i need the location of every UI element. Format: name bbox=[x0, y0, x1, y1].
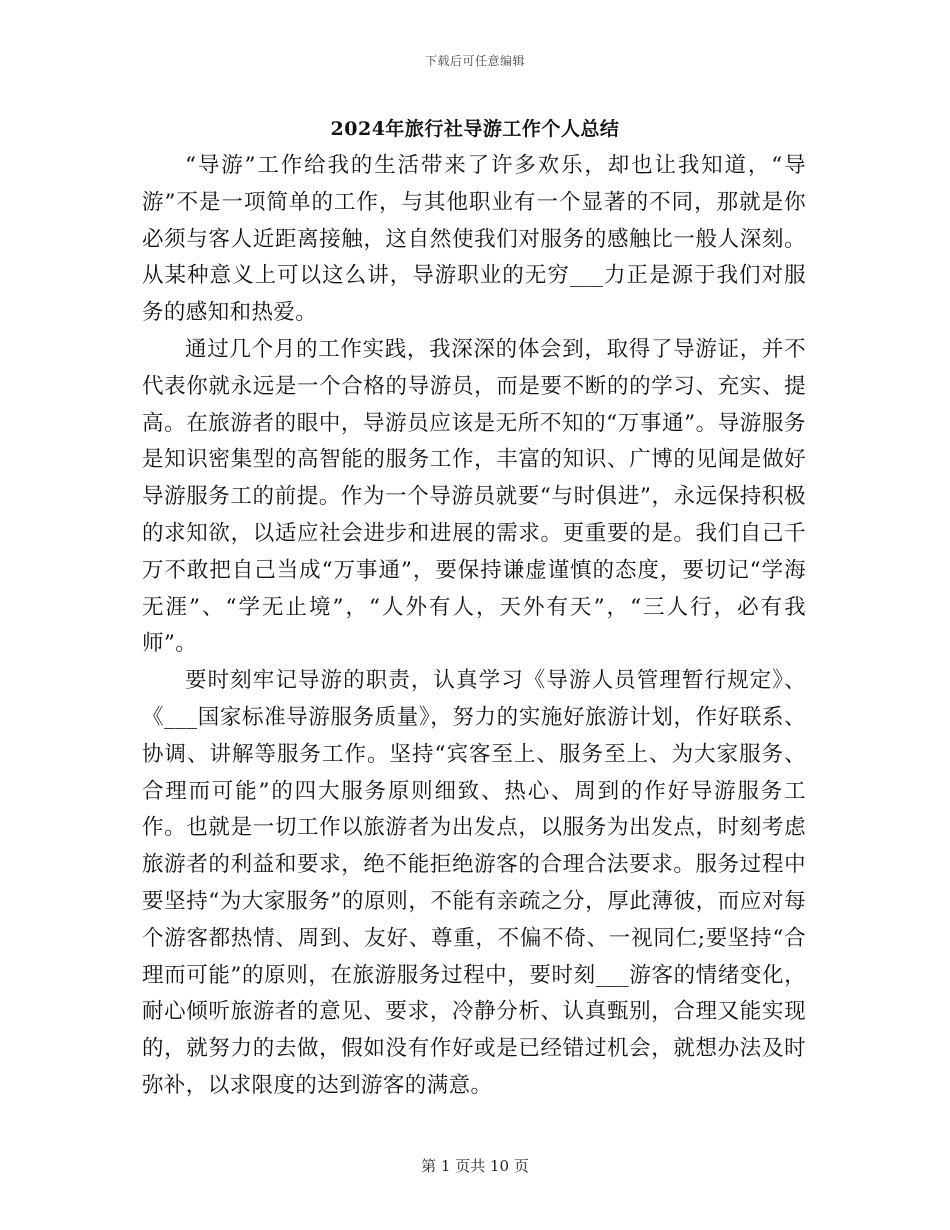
page-number: 第 1 页共 10 页 bbox=[421, 1157, 529, 1175]
header-note: 下载后可任意编辑 bbox=[424, 54, 525, 68]
paragraph-3: 要时刻牢记导游的职责，认真学习《导游人员管理暂行规定》、《___国家标准导游服务质量》，努力的实施好旅游计划，作好联系、协调、讲解等服务工作。坚持“宾客至上、服务至上、为大家服务、合理而可能”的四大服务原则细致、热心、周到的作好导游服务工作。也就是一切工作以旅游者为出发点，以服务为出发点，时刻考虑旅游者的利益和要求，绝不能拒绝游客的合理合法要求。服务过程中要坚持“为大家服务”的原则，不能有亲疏之分，厚此薄彼，而应对每个游客都热情、周到、友好、尊重，不偏不倚、一视同仁;要坚持“合理而可能”的原则，在旅游服务过程中，要时刻___游客的情绪变化，耐心倾听旅游者的意见、要求，冷静分析、认真甄别，合理又能实现的，就努力的去做，假如没有作好或是已经错过机会，就想办法及时弥补，以求限度的达到游客的满意。 bbox=[142, 668, 806, 1098]
document-body bbox=[142, 148, 806, 1105]
paragraph-1: “导游”工作给我的生活带来了许多欢乐，却也让我知道，“导游”不是一项简单的工作，与其他职业有一个显著的不同，那就是你必须与客人近距离接触，这自然使我们对服务的感触比一般人深刻。从某种意义上可以这么讲，导游职业的无穷___力正是源于我们对服务的感知和热爱。 bbox=[142, 153, 806, 326]
document-title: 2024年旅行社导游工作个人总结 bbox=[330, 118, 620, 140]
paragraph-2: 通过几个月的工作实践，我深深的体会到，取得了导游证，并不代表你就永远是一个合格的导游员，而是要不断的的学习、充实、提高。在旅游者的眼中，导游员应该是无所不知的“万事通”。导游服务是知识密集型的高智能的服务工作，丰富的知识、广博的见闻是做好导游服务工的前提。作为一个导游员就要“与时俱进”，永远保持积极的求知欲，以适应社会进步和进展的需求。更重要的是。我们自己千万不敢把自己当成“万事通”，要保持谦虚谨慎的态度，要切记“学海无涯”、“学无止境”，“人外有人，天外有天”，“三人行，必有我师”。 bbox=[142, 336, 806, 657]
